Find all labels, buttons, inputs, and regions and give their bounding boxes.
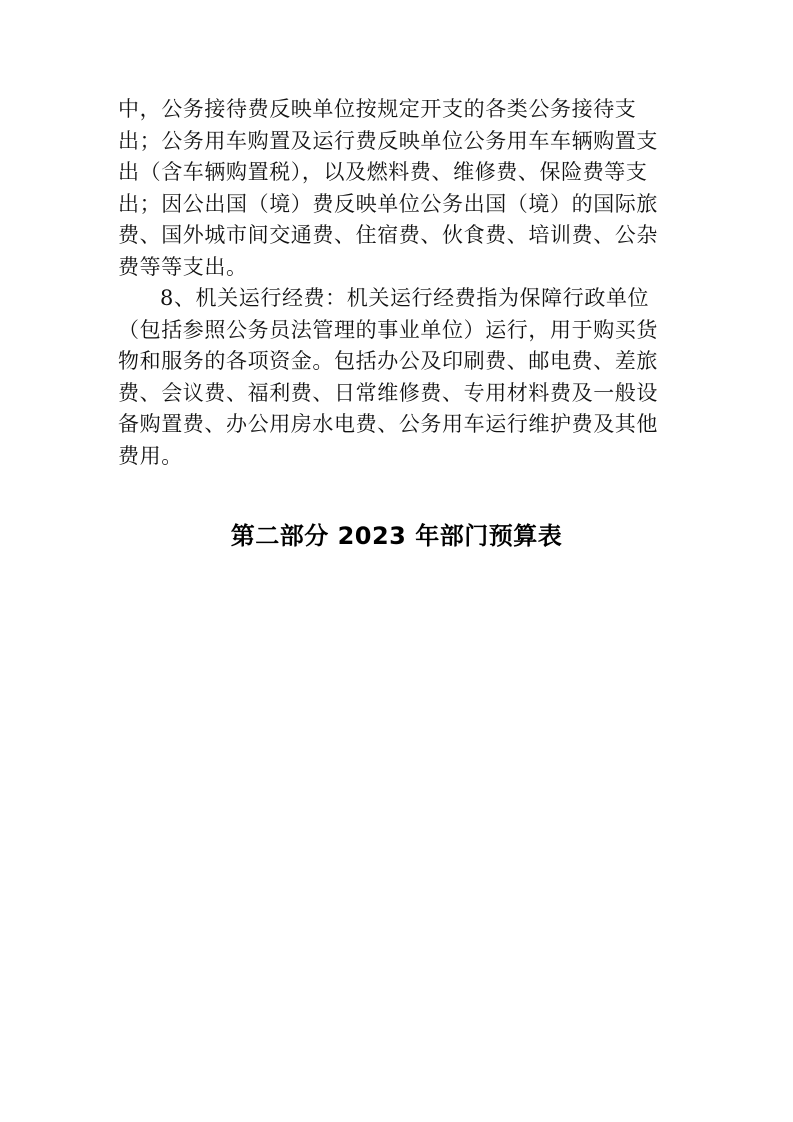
paragraph-line: 费用。 — [118, 443, 183, 468]
paragraph-line: 备购置费、办公用房水电费、公务用车运行维护费及其他 — [118, 412, 658, 436]
paragraph-line: 出（含车辆购置税），以及燃料费、维修费、保险费等支 — [118, 160, 648, 184]
section-title: 第二部分 2023 年部门预算表 — [230, 522, 563, 550]
paragraph-line: 出；公务用车购置及运行费反映单位公务用车车辆购置支 — [118, 128, 658, 153]
paragraph-line: 费、会议费、福利费、日常维修费、专用材料费及一般设 — [118, 380, 658, 405]
body-text — [118, 94, 683, 472]
paragraph-line: （包括参照公务员法管理的事业单位）运行，用于购买货 — [118, 317, 658, 342]
paragraph-line: 费等等支出。 — [118, 254, 248, 279]
paragraph-line: 物和服务的各项资金。包括办公及印刷费、邮电费、差旅 — [118, 349, 658, 373]
paragraph-line: 费、国外城市间交通费、住宿费、伙食费、培训费、公杂 — [118, 223, 658, 247]
paragraph-line: 8、机关运行经费：机关运行经费指为保障行政单位 — [160, 286, 650, 310]
paragraph-line: 出；因公出国（境）费反映单位公务出国（境）的国际旅 — [118, 191, 658, 216]
paragraph-line: 中，公务接待费反映单位按规定开支的各类公务接待支 — [118, 97, 637, 121]
